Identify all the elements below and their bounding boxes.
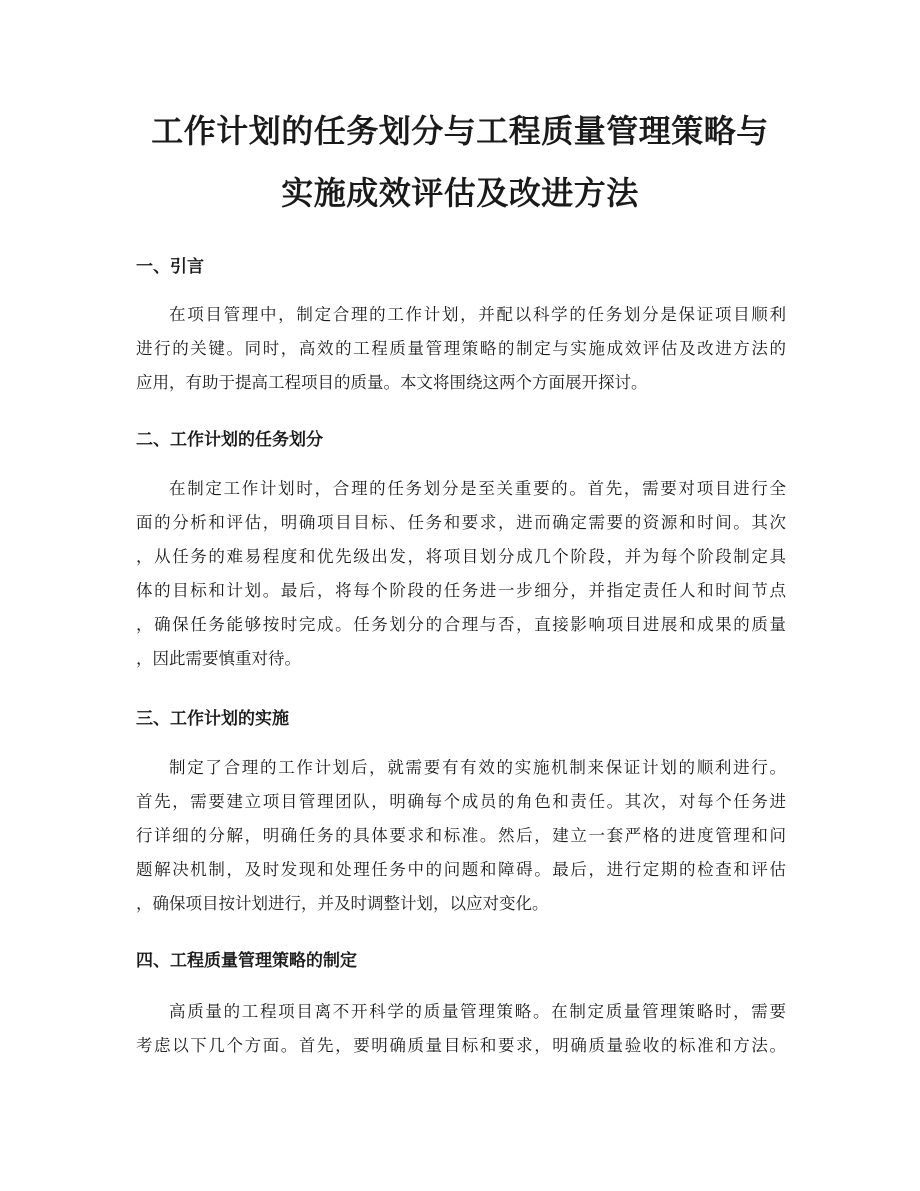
paragraph-line: 在制定工作计划时，合理的任务划分是至关重要的。首先，需要对项目进行全: [169, 479, 786, 498]
paragraph-line: 体的目标和计划。最后，将每个阶段的任务进一步细分，并指定责任人和时间节点: [136, 581, 786, 600]
paragraph-line: 进行的关键。同时，高效的工程质量管理策略的制定与实施成效评估及改进方法的: [136, 339, 786, 358]
section-paragraph-quality-strategy: [136, 995, 786, 1063]
paragraph-line: ，确保项目按计划进行，并及时调整计划，以应对变化。: [136, 894, 549, 913]
paragraph-line: 应用，有助于提高工程项目的质量。本文将围绕这两个方面展开探讨。: [136, 373, 648, 392]
section-heading-plan-implementation: 三、工作计划的实施: [136, 709, 289, 729]
section-paragraph-introduction: [136, 298, 786, 400]
paragraph-line: 面的分析和评估，明确项目目标、任务和要求，进而确定需要的资源和时间。其次: [136, 513, 786, 532]
section-paragraph-plan-implementation: [136, 751, 786, 921]
paragraph-line: ，因此需要慎重对待。: [136, 649, 301, 668]
section-heading-quality-strategy: 四、工程质量管理策略的制定: [136, 951, 357, 971]
paragraph-line: 考虑以下几个方面。首先，要明确质量目标和要求，明确质量验收的标准和方法。: [136, 1036, 786, 1055]
paragraph-line: 在项目管理中，制定合理的工作计划，并配以科学的任务划分是保证项目顺利: [169, 305, 786, 324]
paragraph-line: 首先，需要建立项目管理团队，明确每个成员的角色和责任。其次，对每个任务进: [136, 792, 786, 811]
paragraph-line: ，确保任务能够按时完成。任务划分的合理与否，直接影响项目进展和成果的质量: [136, 615, 786, 634]
paragraph-line: 行详细的分解，明确任务的具体要求和标准。然后，建立一套严格的进度管理和问: [136, 826, 786, 845]
document-title-line-2: 实施成效评估及改进方法: [281, 174, 639, 212]
paragraph-line: 制定了合理的工作计划后，就需要有有效的实施机制来保证计划的顺利进行。: [169, 758, 786, 777]
document-title-line-1: 工作计划的任务划分与工程质量管理策略与: [151, 112, 769, 150]
paragraph-line: 高质量的工程项目离不开科学的质量管理策略。在制定质量管理策略时，需要: [169, 1002, 786, 1021]
paragraph-line: ，从任务的难易程度和优先级出发，将项目划分成几个阶段，并为每个阶段制定具: [136, 547, 786, 566]
paragraph-line: 题解决机制，及时发现和处理任务中的问题和障碍。最后，进行定期的检查和评估: [136, 860, 786, 879]
section-paragraph-task-division: [136, 472, 786, 676]
section-heading-introduction: 一、引言: [136, 257, 204, 277]
section-heading-task-division: 二、工作计划的任务划分: [136, 430, 323, 450]
